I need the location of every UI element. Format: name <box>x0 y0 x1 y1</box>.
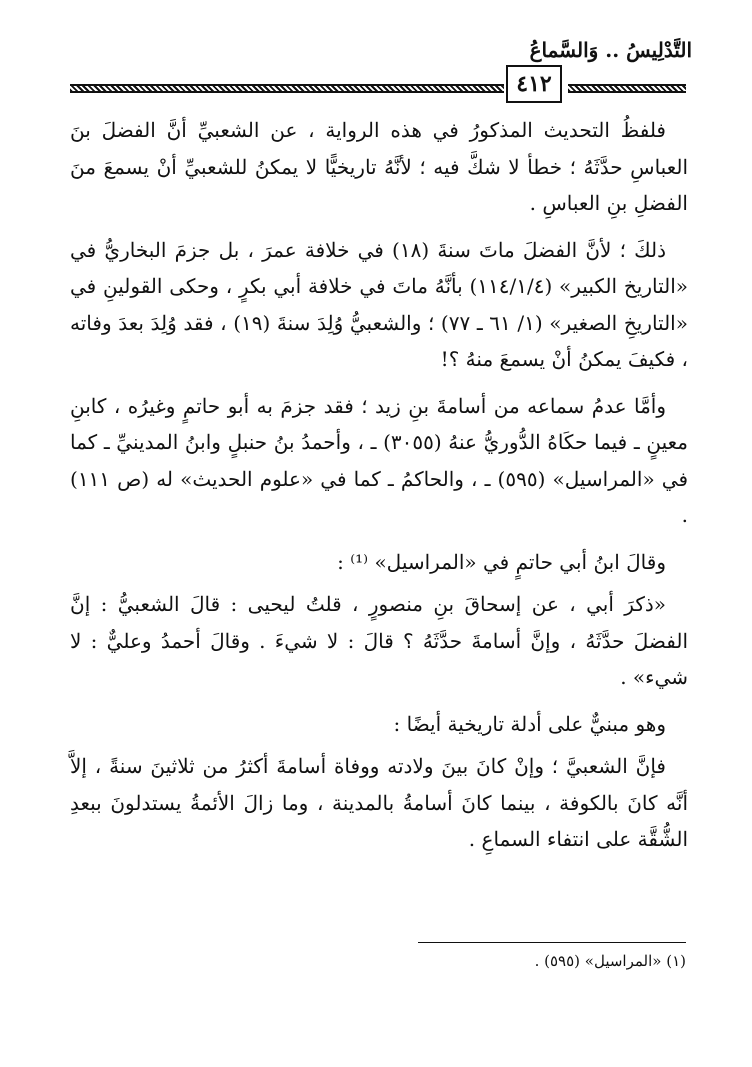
paragraph-2: ذلكَ ؛ لأنَّ الفضلَ ماتَ سنةَ (١٨) في خلافة عمرَ ، بل جزمَ البخاريُّ في «التاريخ الكبير» (١١٤/١/٤) بأنَّهُ ماتَ في خلافة أبي بكرٍ ، وحكى القولينِ في «التاريخِ الصغير» (١/ ٦١ ـ ٧٧) ؛ والشعبيُّ وُلِدَ سنةَ (١٩) ، فقد وُلِدَ بعدَ وفاته ، فكيفَ يمكنُ أنْ يسمعَ منهُ ؟! <box>70 237 688 371</box>
paragraph-3: وأمَّا عدمُ سماعه من أسامةَ بنِ زيد ؛ فقد جزمَ به أبو حاتمٍ وغيرُه ، كابنِ معينٍ ـ فيما حكَاهُ الدُّوريُّ عنهُ (٣٠٥٥) ـ ، وأحمدُ بنُ حنبلٍ وابنُ المدينيِّ ـ كما في «المراسيل» (٥٩٥) ـ ، والحاكمُ ـ كما في «علوم الحديث» له (ص ١١١) . <box>70 393 689 527</box>
footnote: (١) «المراسيل» (٥٩٥) . <box>534 952 686 970</box>
paragraph-7: فإنَّ الشعبيَّ ؛ وإنْ كانَ بينَ ولادته ووفاة أسامةَ أكثرُ من ثلاثينَ سنةً ، إلاَّ أنَّه كانَ بالكوفة ، بينما كانَ أسامةُ بالمدينة ، وما زالَ الأئمةُ يستدلونَ ببعدِ الشُّقَّة على انتفاء السماعِ . <box>70 754 688 851</box>
header-rule-left <box>70 84 504 93</box>
paragraph-5-quote: «ذكرَ أبي ، عن إسحاقَ بنِ منصورٍ ، قلتُ ليحيى : قالَ الشعبيُّ : إنَّ الفضلَ حدَّثَهُ ، وإنَّ أسامةَ حدَّثَهُ ؟ قالَ : لا شيءَ . وقالَ أحمدُ وعليٌّ : لا شيء» . <box>70 592 688 689</box>
running-title: التَّدْلِيسُ .. وَالسَّماعُ <box>529 38 692 62</box>
header-rule-right <box>568 84 686 93</box>
footnote-rule <box>418 942 686 943</box>
page-number: ٤١٢ <box>506 65 562 103</box>
paragraph-1: فلفظُ التحديث المذكورُ في هذه الرواية ، عن الشعبيِّ أنَّ الفضلَ بنَ العباسِ حدَّثَهُ ؛ خطأ لا شكَّ فيه ؛ لأنَّهُ تاريخيًّا لا يمكنُ للشعبيِّ أنْ يسمعَ منَ الفضلِ بنِ العباسِ . <box>70 118 688 215</box>
paragraph-6: وهو مبنيٌّ على أدلة تاريخية أيضًا : <box>393 711 666 736</box>
body-text <box>70 112 688 868</box>
paragraph-4: وقالَ ابنُ أبي حاتمٍ في «المراسيل» ⁽¹⁾ : <box>337 549 666 574</box>
